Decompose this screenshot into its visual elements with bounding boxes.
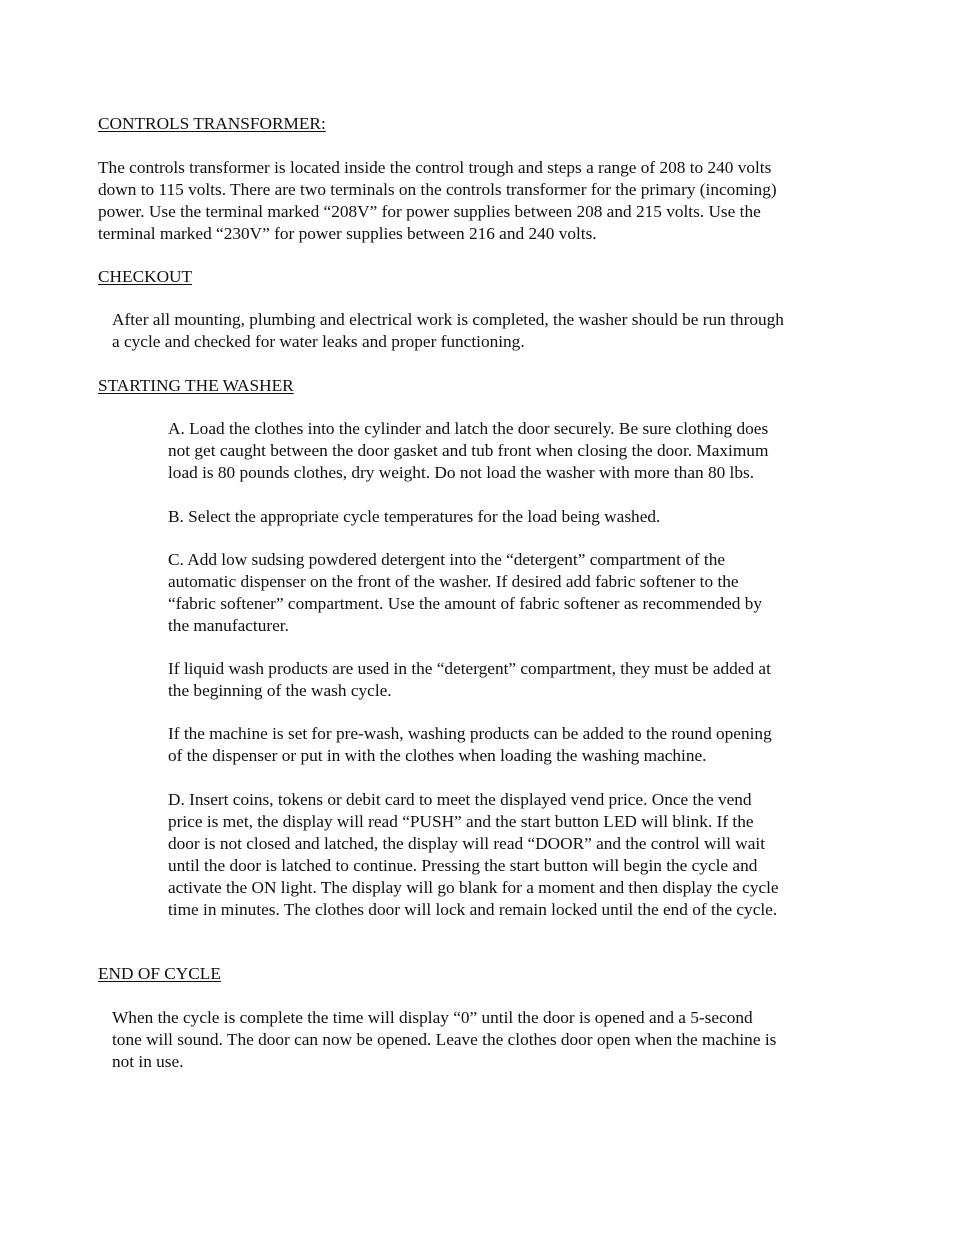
starting-washer-heading: STARTING THE WASHER xyxy=(98,376,294,395)
controls-transformer-heading: CONTROLS TRANSFORMER: xyxy=(98,114,326,133)
step-b-paragraph: B. Select the appropriate cycle temperatures for the load being washed. xyxy=(168,507,661,526)
step-d-paragraph: D. Insert coins, tokens or debit card to meet the displayed vend price. Once the vend price is met, the display will read “PUSH” and the start button LED will blink. If the door is not closed and latched, the display will read “DOOR” and the control will wait until the door is latched to continue. Pressing the start button will begin the cycle and activate the ON light. The display will go blank for a moment and then display the cycle time in minutes. The clothes door will lock and remain locked until the end of the cycle. xyxy=(168,790,779,919)
end-of-cycle-paragraph: When the cycle is complete the time will display “0” until the door is opened and a 5-second tone will sound. The door can now be opened. Leave the clothes door open when the machine is not in use. xyxy=(112,1008,777,1071)
checkout-heading: CHECKOUT xyxy=(98,267,193,286)
end-of-cycle-heading: END OF CYCLE xyxy=(98,964,221,983)
step-a-paragraph: A. Load the clothes into the cylinder and latch the door securely. Be sure clothing does not get caught between the door gasket and tub front when closing the door. Maximum load is 80 pounds clothes, dry weight. Do not load the washer with more than 80 lbs. xyxy=(168,419,769,482)
prewash-note: If the machine is set for pre-wash, washing products can be added to the round opening of the dispenser or put in with the clothes when loading the washing machine. xyxy=(168,724,772,765)
step-c-paragraph: C. Add low sudsing powdered detergent into the “detergent” compartment of the automatic dispenser on the front of the washer. If desired add fabric softener to the “fabric softener” compartment. Use the amount of fabric softener as recommended by the manufacturer. xyxy=(168,550,763,635)
controls-transformer-paragraph: The controls transformer is located inside the control trough and steps a range of 208 to 240 volts down to 115 volts. There are two terminals on the controls transformer for the primary (incoming) power. Use the terminal marked “208V” for power supplies between 208 and 215 volts. Use the terminal marked “230V” for power supplies between 216 and 240 volts. xyxy=(98,158,777,243)
liquid-products-note: If liquid wash products are used in the “detergent” compartment, they must be added at the beginning of the wash cycle. xyxy=(168,659,771,700)
checkout-paragraph: After all mounting, plumbing and electrical work is completed, the washer should be run through a cycle and checked for water leaks and proper functioning. xyxy=(112,310,784,351)
